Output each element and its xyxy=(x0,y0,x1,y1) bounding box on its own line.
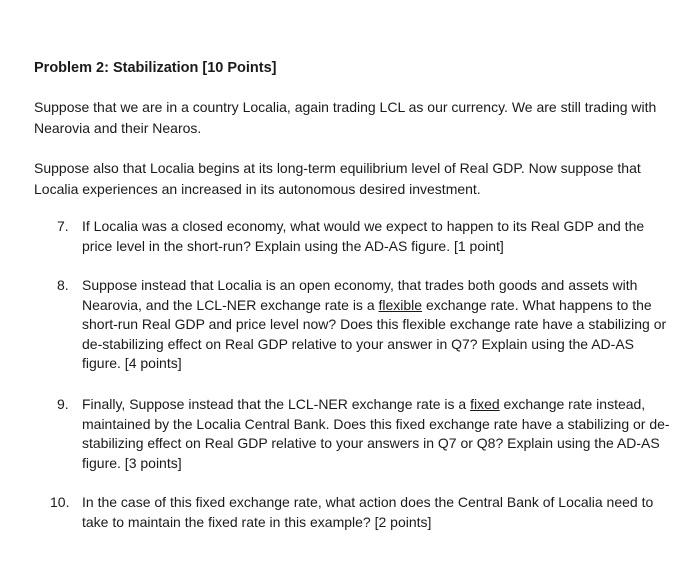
question-10-text: In the case of this fixed exchange rate, what action does the Central Bank of Localia need to take to maintain the fixed rate in this example? [2 points] xyxy=(82,494,654,530)
question-9-text-before: Finally, Suppose instead that the LCL-NER exchange rate is a xyxy=(82,396,471,412)
problem-title: Problem 2: Stabilization [10 Points] xyxy=(34,60,277,76)
question-7-number: 7. xyxy=(57,218,69,234)
question-10-number: 10. xyxy=(50,494,70,510)
question-8-text xyxy=(82,276,672,374)
question-7-text: If Localia was a closed economy, what would we expect to happen to its Real GDP and the price level in the short-run? Explain using the AD-AS figure. [1 point] xyxy=(82,218,645,254)
question-8-text-after: exchange rate. What happens to the short-run Real GDP and price level now? Does this flexible exchange rate have a stabilizing or de-stabilizing effect on Real GDP relative to your answer in Q7? Explain using the AD-AS figure. [4 points] xyxy=(82,296,667,371)
question-9-text xyxy=(82,395,672,473)
question-8-text-before: Suppose instead that Localia is an open economy, that trades both goods and assets with Nearovia, and the LCL-NER exchange rate is a xyxy=(82,277,638,313)
question-9-text-after: exchange rate instead, maintained by the Localia Central Bank. Does this fixed exchange rate have a stabilizing or de-stabilizing effect on Real GDP relative to your answers in Q7 or Q8? Explain using the AD-AS figure. [3 points] xyxy=(82,396,670,471)
question-8-number: 8. xyxy=(57,277,69,293)
question-9-underlined-term: fixed xyxy=(470,396,500,412)
question-9-number: 9. xyxy=(57,396,69,412)
question-8-underlined-term: flexible xyxy=(378,296,423,313)
intro-paragraph-1: Suppose that we are in a country Localia, again trading LCL as our currency. We are still trading with Nearovia and their Nearos. xyxy=(34,99,657,136)
intro-paragraph-2: Suppose also that Localia begins at its long-term equilibrium level of Real GDP. Now suppose that Localia experiences an increased in its autonomous desired investment. xyxy=(34,160,641,197)
